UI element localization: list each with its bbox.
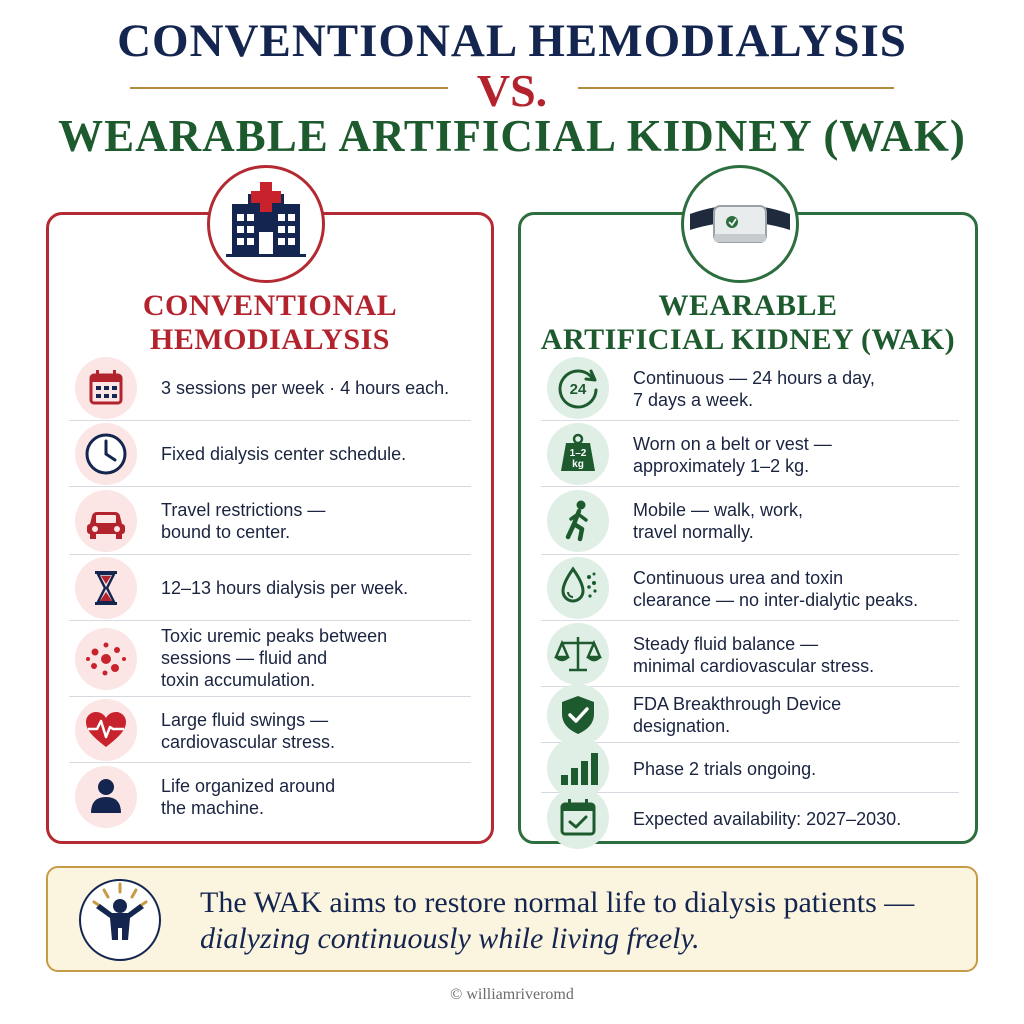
walking-person-icon	[547, 490, 609, 552]
heart-pulse-icon	[75, 699, 137, 761]
item-text: Mobile — walk, work, travel normally.	[633, 500, 804, 542]
item-text: Continuous — 24 hours a day, 7 days a week.	[633, 368, 875, 410]
credit-watermark: © williamriveromd	[450, 986, 574, 1003]
item-text: Life organized around the machine.	[161, 776, 336, 818]
item-text: Fixed dialysis center schedule.	[161, 444, 407, 464]
list-item	[69, 621, 471, 697]
hospital-icon	[210, 168, 322, 280]
item-text: 12–13 hours dialysis per week.	[161, 578, 409, 598]
item-text: Steady fluid balance — minimal cardiovascular stress.	[633, 634, 875, 676]
car-icon	[75, 490, 137, 552]
list-item	[541, 687, 959, 743]
list-item	[541, 555, 959, 621]
list-item	[541, 743, 959, 793]
banner-subline: dialyzing continuously while living freely.	[200, 922, 700, 955]
wearable-artificial-kidney-card	[518, 212, 978, 844]
celebrating-person-icon	[78, 878, 162, 962]
clock-icon	[75, 423, 137, 485]
list-item	[541, 355, 959, 421]
24-hour-label: 24	[569, 381, 587, 398]
person-icon	[75, 766, 137, 828]
vs-label: VS.	[476, 65, 548, 116]
conventional-hemodialysis-card	[46, 212, 494, 844]
right-card-title: WEARABLE ARTIFICIAL KIDNEY (WAK)	[540, 289, 956, 356]
item-text: Worn on a belt or vest — approximately 1–2 kg.	[633, 434, 832, 476]
list-item	[541, 793, 959, 843]
24-hour-icon	[547, 357, 609, 419]
calendar-check-icon	[547, 787, 609, 849]
item-text: Expected availability: 2027–2030.	[633, 809, 902, 829]
item-text: FDA Breakthrough Device designation.	[633, 694, 842, 736]
list-item	[541, 621, 959, 687]
hospital-badge	[207, 165, 325, 283]
list-item	[541, 421, 959, 487]
list-item	[69, 487, 471, 555]
svg-text:1–2: 1–2	[569, 448, 587, 459]
svg-text:kg: kg	[572, 459, 584, 470]
item-text: Travel restrictions — bound to center.	[161, 500, 326, 542]
item-text: Phase 2 trials ongoing.	[633, 759, 817, 779]
list-item	[69, 355, 471, 421]
list-item	[69, 763, 471, 831]
calendar-icon	[75, 357, 137, 419]
balance-scale-icon	[547, 623, 609, 685]
summary-banner	[46, 866, 978, 972]
list-item	[541, 487, 959, 555]
vs-divider	[0, 65, 1024, 116]
item-text: Large fluid swings — cardiovascular stress.	[161, 710, 336, 752]
toxin-dots-icon	[75, 628, 137, 690]
item-text: 3 sessions per week · 4 hours each.	[161, 378, 450, 398]
wearable-device-badge	[681, 165, 799, 283]
main-title-line1: CONVENTIONAL HEMODIALYSIS	[117, 15, 907, 67]
left-card-title: CONVENTIONAL HEMODIALYSIS	[142, 289, 398, 356]
item-text: Continuous urea and toxin clearance — no inter-dialytic peaks.	[633, 568, 919, 610]
wearable-belt-device-icon	[684, 168, 796, 280]
banner-headline: The WAK aims to restore normal life to dialysis patients —	[200, 886, 915, 919]
weight-icon	[547, 423, 609, 485]
item-text: Toxic uremic peaks between sessions — fluid and toxin accumulation.	[161, 626, 388, 690]
main-title-line2: WEARABLE ARTIFICIAL KIDNEY (WAK)	[58, 111, 966, 161]
hourglass-icon	[75, 557, 137, 619]
list-item	[69, 697, 471, 763]
list-item	[69, 555, 471, 621]
droplet-icon	[547, 557, 609, 619]
list-item	[69, 421, 471, 487]
